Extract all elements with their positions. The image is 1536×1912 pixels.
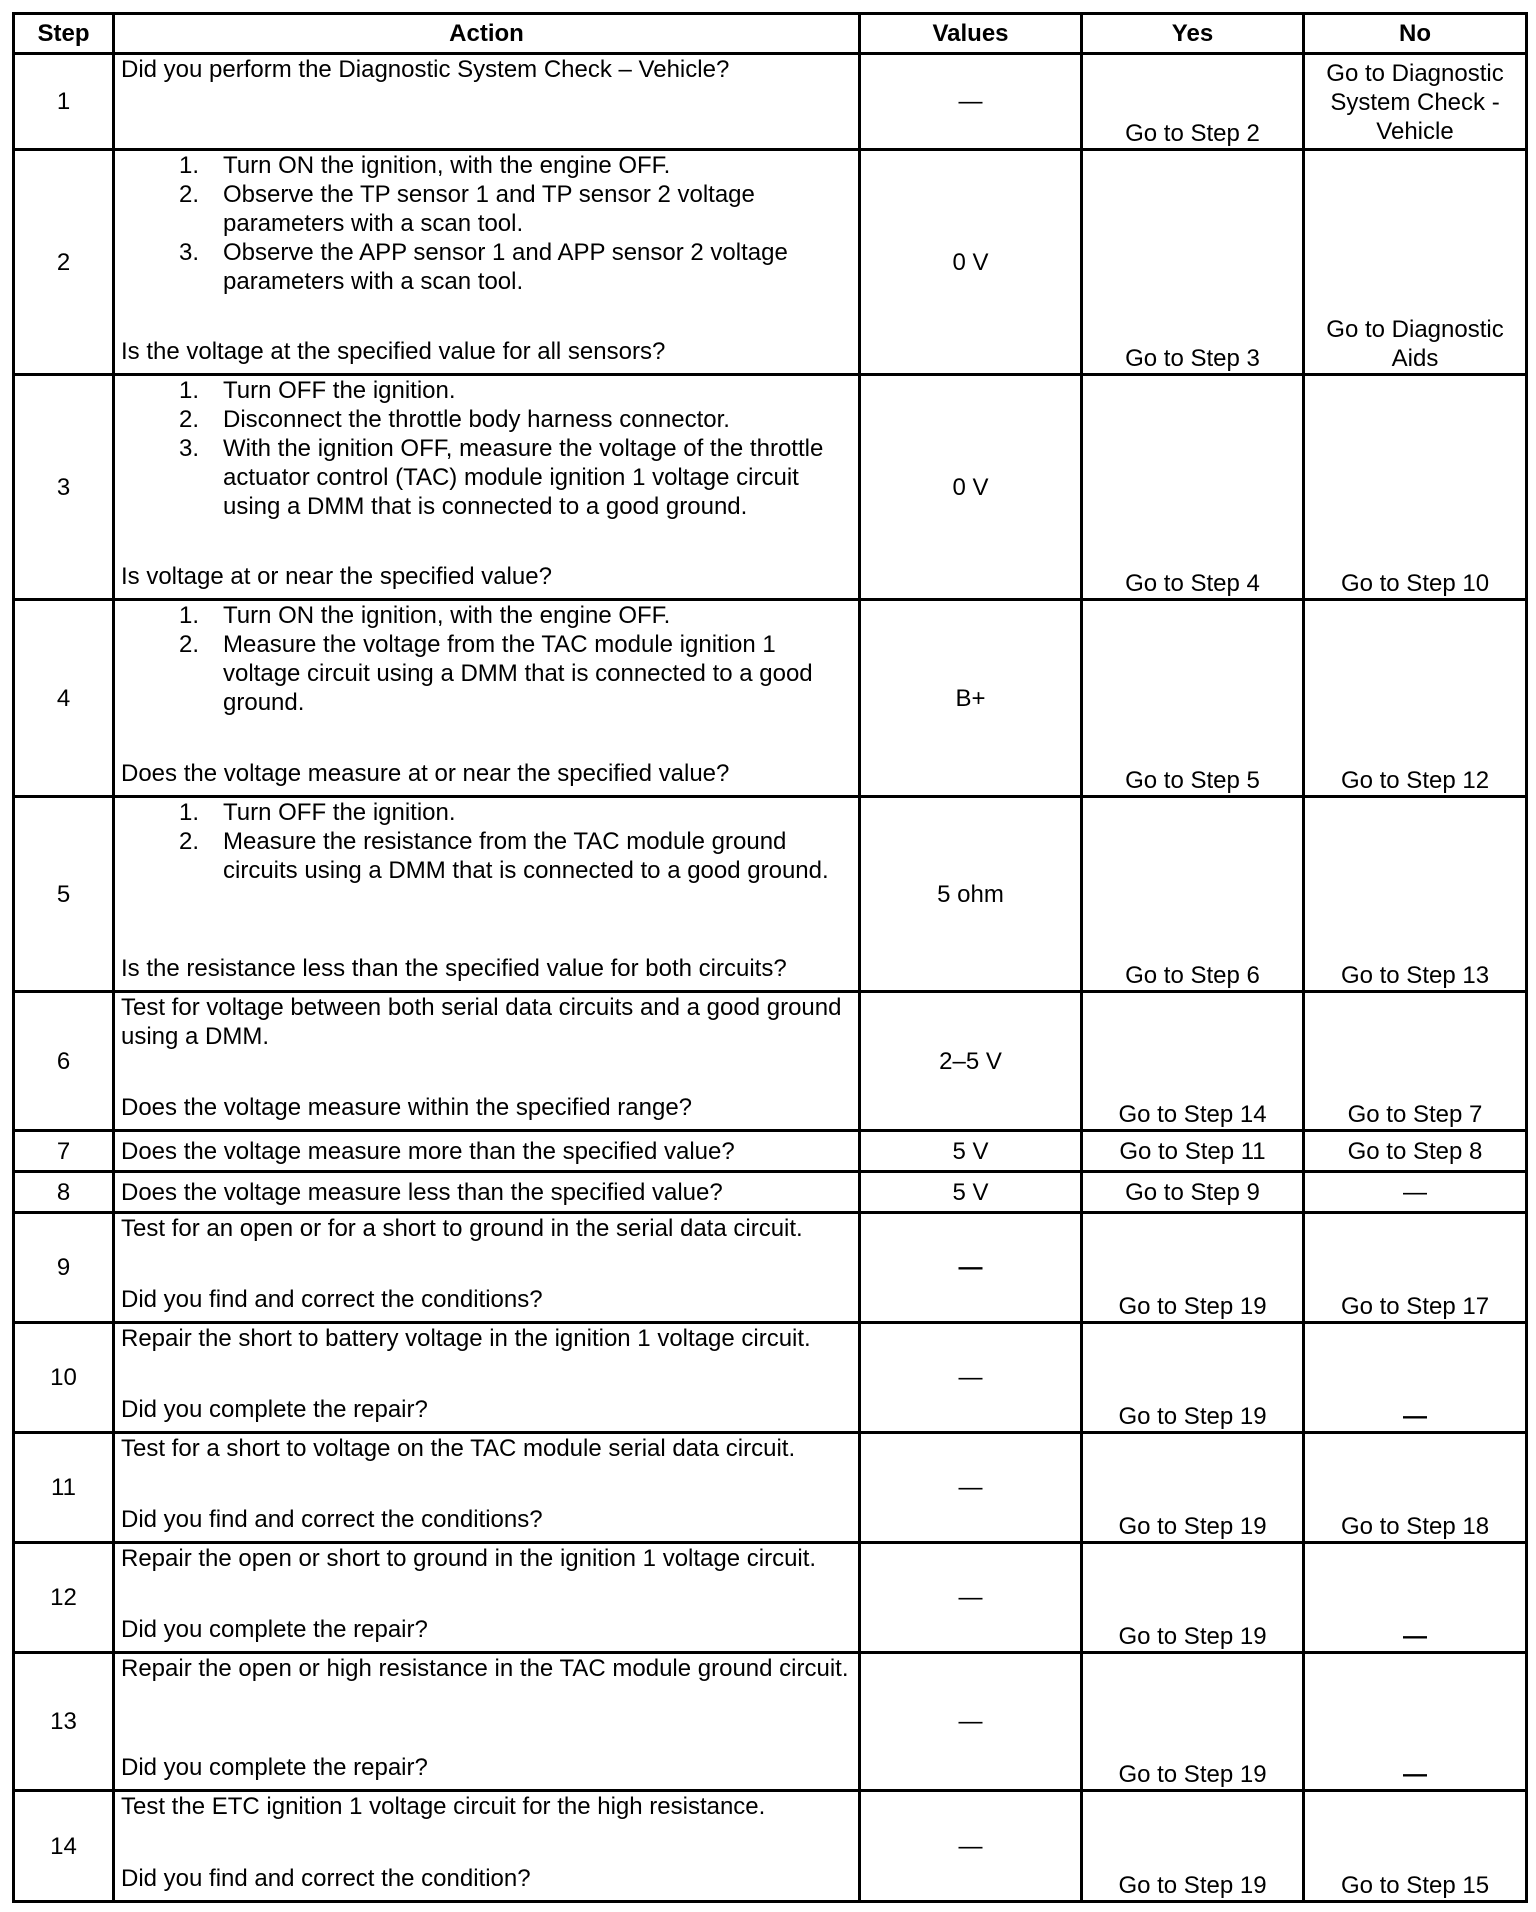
action-cell	[114, 1323, 860, 1433]
table-row	[14, 600, 1527, 797]
step-number: 6	[14, 992, 114, 1131]
action-cell	[114, 1791, 860, 1902]
header-action: Action	[114, 14, 860, 54]
yes-cell: Go to Step 19	[1082, 1433, 1304, 1543]
value-cell: —	[860, 1213, 1082, 1323]
yes-cell: Go to Step 4	[1082, 375, 1304, 600]
action-cell	[114, 1653, 860, 1791]
table-row	[14, 1543, 1527, 1653]
value-cell: —	[860, 1543, 1082, 1653]
action-cell	[114, 1213, 860, 1323]
yes-cell: Go to Step 9	[1082, 1172, 1304, 1213]
list-item: 2. Disconnect the throttle body harness connector.	[178, 406, 730, 433]
value-cell: —	[860, 1433, 1082, 1543]
question-text: Does the voltage measure at or near the specified value?	[121, 760, 730, 787]
step-number: 14	[14, 1791, 114, 1902]
no-cell: Go to Step 17	[1304, 1213, 1527, 1323]
list-item: 1. Turn OFF the ignition.	[178, 799, 456, 826]
question-text: Did you find and correct the condition?	[121, 1865, 531, 1892]
yes-cell: Go to Step 6	[1082, 797, 1304, 992]
question-text: Does the voltage measure within the specified range?	[121, 1094, 693, 1121]
action-cell	[114, 1543, 860, 1653]
table-row	[14, 1791, 1527, 1902]
yes-cell: Go to Step 19	[1082, 1323, 1304, 1433]
list-item: 2. Observe the TP sensor 1 and TP sensor 2 voltage parameters with a scan tool.	[178, 181, 755, 237]
question-text: Is the voltage at the specified value for all sensors?	[121, 338, 666, 365]
value-cell: 5 V	[860, 1131, 1082, 1172]
no-cell: Go to Step 13	[1304, 797, 1527, 992]
value-cell: —	[860, 1653, 1082, 1791]
no-cell: —	[1304, 1172, 1527, 1213]
step-number: 9	[14, 1213, 114, 1323]
value-cell: 5 V	[860, 1172, 1082, 1213]
no-cell: —	[1304, 1543, 1527, 1653]
no-cell: Go to Step 15	[1304, 1791, 1527, 1902]
no-cell: —	[1304, 1323, 1527, 1433]
instruction-text: Test for voltage between both serial data circuits and a good ground using a DMM.	[121, 994, 842, 1050]
action-cell	[114, 54, 860, 150]
diagnostic-table	[12, 12, 1528, 1903]
header-yes: Yes	[1082, 14, 1304, 54]
list-item: 3. With the ignition OFF, measure the voltage of the throttle actuator control (TAC) module ignition 1 voltage circuit using a DMM that is connected to a good ground.	[178, 435, 824, 520]
value-cell: 2–5 V	[860, 992, 1082, 1131]
question-text: Is the resistance less than the specified value for both circuits?	[121, 955, 787, 982]
instruction-text: Repair the open or high resistance in the TAC module ground circuit.	[121, 1655, 849, 1682]
instruction-text: Repair the open or short to ground in the ignition 1 voltage circuit.	[121, 1545, 817, 1572]
yes-cell: Go to Step 19	[1082, 1653, 1304, 1791]
question-text: Did you complete the repair?	[121, 1754, 428, 1781]
list-item: 1. Turn ON the ignition, with the engine OFF.	[178, 152, 671, 179]
list-item: 1. Turn OFF the ignition.	[178, 377, 456, 404]
yes-cell: Go to Step 5	[1082, 600, 1304, 797]
step-number: 5	[14, 797, 114, 992]
value-cell: 5 ohm	[860, 797, 1082, 992]
header-step: Step	[14, 14, 114, 54]
no-cell: Go to Diagnostic System Check - Vehicle	[1304, 54, 1527, 150]
action-cell	[114, 1172, 860, 1213]
instruction-text: Did you perform the Diagnostic System Check – Vehicle?	[121, 56, 730, 83]
instruction-text: Does the voltage measure more than the specified value?	[121, 1137, 735, 1165]
table-row	[14, 1213, 1527, 1323]
step-number: 4	[14, 600, 114, 797]
table-row	[14, 1131, 1527, 1172]
step-number: 13	[14, 1653, 114, 1791]
yes-cell: Go to Step 3	[1082, 150, 1304, 375]
table-row	[14, 1433, 1527, 1543]
step-number: 12	[14, 1543, 114, 1653]
yes-cell: Go to Step 11	[1082, 1131, 1304, 1172]
yes-cell: Go to Step 19	[1082, 1213, 1304, 1323]
instruction-text: Repair the short to battery voltage in the ignition 1 voltage circuit.	[121, 1325, 811, 1352]
instruction-list	[121, 798, 852, 885]
step-number: 3	[14, 375, 114, 600]
no-cell: Go to Step 8	[1304, 1131, 1527, 1172]
question-text: Is voltage at or near the specified value?	[121, 563, 552, 590]
instruction-list	[121, 151, 852, 296]
table-row	[14, 150, 1527, 375]
header-values: Values	[860, 14, 1082, 54]
instruction-text: Test for an open or for a short to ground in the serial data circuit.	[121, 1215, 803, 1242]
action-cell	[114, 797, 860, 992]
table-row	[14, 1323, 1527, 1433]
list-item: 3. Observe the APP sensor 1 and APP sensor 2 voltage parameters with a scan tool.	[178, 239, 788, 295]
instruction-text: Test for a short to voltage on the TAC module serial data circuit.	[121, 1435, 796, 1462]
step-number: 8	[14, 1172, 114, 1213]
step-number: 11	[14, 1433, 114, 1543]
instruction-text: Test the ETC ignition 1 voltage circuit for the high resistance.	[121, 1793, 766, 1820]
instruction-text: Does the voltage measure less than the specified value?	[121, 1178, 723, 1206]
table-row	[14, 54, 1527, 150]
no-cell: Go to Step 18	[1304, 1433, 1527, 1543]
action-cell	[114, 1433, 860, 1543]
action-cell	[114, 600, 860, 797]
value-cell: 0 V	[860, 150, 1082, 375]
table-row	[14, 1653, 1527, 1791]
table-row	[14, 797, 1527, 992]
list-item: 2. Measure the voltage from the TAC module ignition 1 voltage circuit using a DMM that is connected to a good ground.	[178, 631, 813, 716]
no-cell: Go to Diagnostic Aids	[1304, 150, 1527, 375]
instruction-list	[121, 601, 852, 717]
question-text: Did you find and correct the conditions?	[121, 1506, 543, 1533]
no-cell: Go to Step 10	[1304, 375, 1527, 600]
step-number: 2	[14, 150, 114, 375]
value-cell: —	[860, 54, 1082, 150]
yes-cell: Go to Step 2	[1082, 54, 1304, 150]
no-cell: —	[1304, 1653, 1527, 1791]
action-cell	[114, 1131, 860, 1172]
instruction-list	[121, 376, 852, 521]
question-text: Did you complete the repair?	[121, 1396, 428, 1423]
list-item: 2. Measure the resistance from the TAC module ground circuits using a DMM that is connected to a good ground.	[178, 828, 829, 884]
value-cell: —	[860, 1791, 1082, 1902]
question-text: Did you find and correct the conditions?	[121, 1286, 543, 1313]
header-no: No	[1304, 14, 1527, 54]
list-item: 1. Turn ON the ignition, with the engine OFF.	[178, 602, 671, 629]
no-cell: Go to Step 12	[1304, 600, 1527, 797]
step-number: 1	[14, 54, 114, 150]
action-cell	[114, 375, 860, 600]
table-row	[14, 992, 1527, 1131]
yes-cell: Go to Step 19	[1082, 1543, 1304, 1653]
table-row	[14, 1172, 1527, 1213]
value-cell: 0 V	[860, 375, 1082, 600]
value-cell: B+	[860, 600, 1082, 797]
question-text: Did you complete the repair?	[121, 1616, 428, 1643]
header-row	[14, 14, 1527, 54]
action-cell	[114, 992, 860, 1131]
table-row	[14, 375, 1527, 600]
action-cell	[114, 150, 860, 375]
yes-cell: Go to Step 19	[1082, 1791, 1304, 1902]
no-cell: Go to Step 7	[1304, 992, 1527, 1131]
value-cell: —	[860, 1323, 1082, 1433]
yes-cell: Go to Step 14	[1082, 992, 1304, 1131]
step-number: 10	[14, 1323, 114, 1433]
step-number: 7	[14, 1131, 114, 1172]
